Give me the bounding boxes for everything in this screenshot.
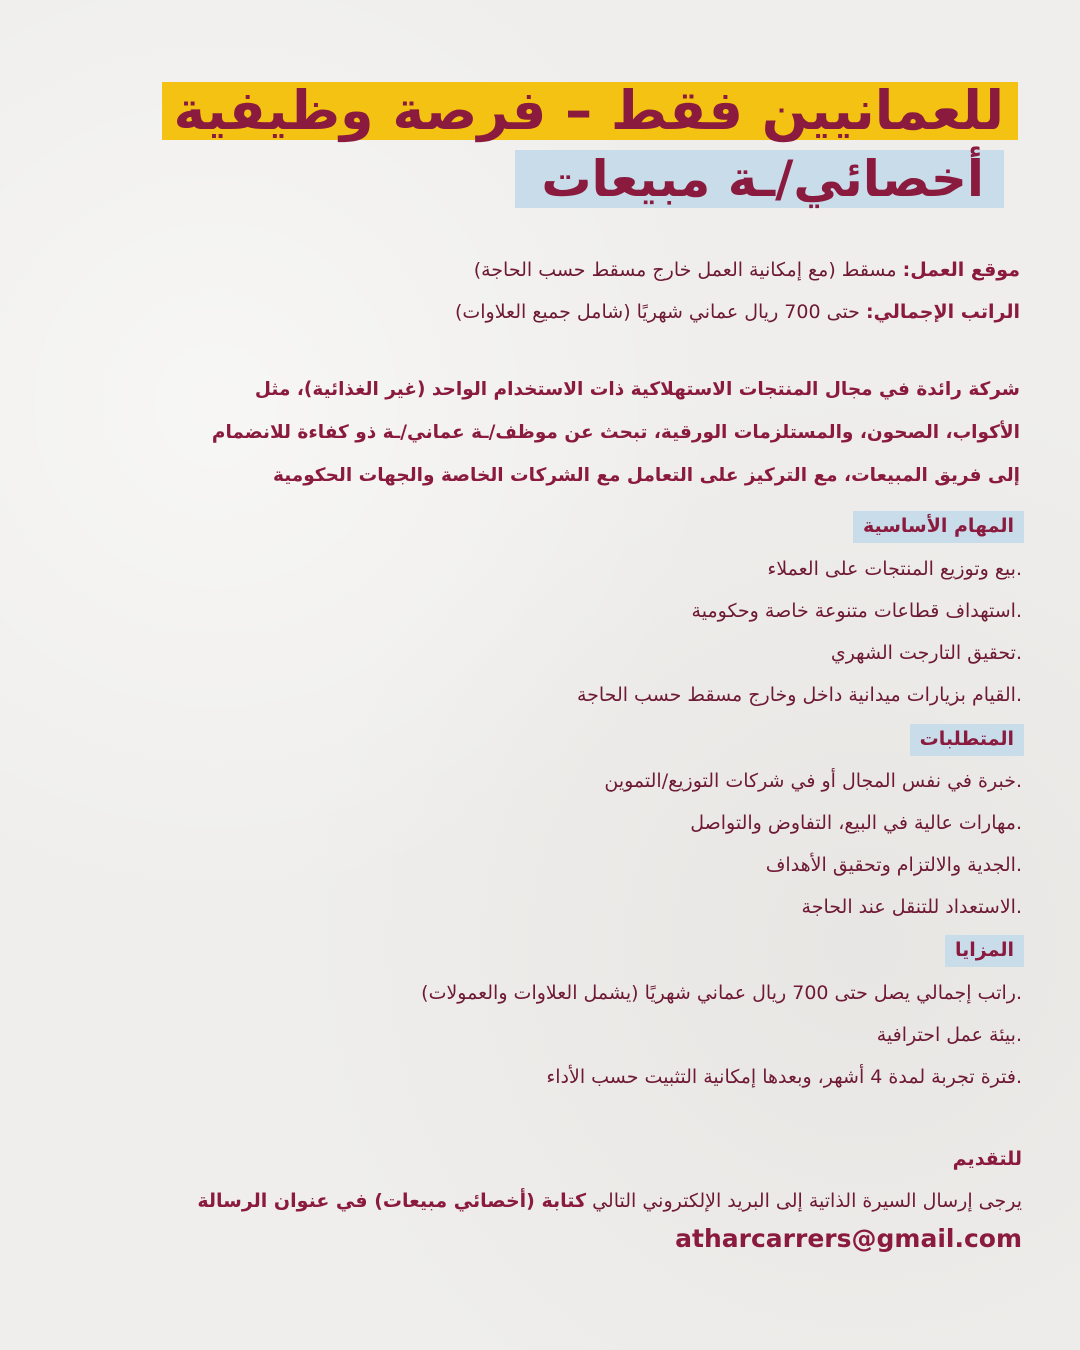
intro-line: شركة رائدة في مجال المنتجات الاستهلاكية ذات الاستخدام الواحد (غير الغذائية)، مثل (254, 379, 1020, 400)
apply-subject-note: كتابة (أخصائي مبيعات) في عنوان الرسالة (197, 1190, 587, 1212)
list-item: .مهارات عالية في البيع، التفاوض والتواصل (690, 812, 1022, 834)
list-item: .فترة تجربة لمدة 4 أشهر، وبعدها إمكانية التثبيت حسب الأداء (546, 1066, 1022, 1088)
benefits-list (62, 972, 1022, 1098)
salary-line (60, 298, 1020, 326)
salary-label: الراتب الإجمالي: (865, 301, 1020, 323)
requirements-heading: المتطلبات (910, 724, 1024, 756)
location-label: موقع العمل: (902, 259, 1020, 281)
list-item: .استهداف قطاعات متنوعة خاصة وحكومية (691, 600, 1022, 622)
benefits-heading: المزايا (945, 935, 1024, 967)
list-item: .بيع وتوزيع المنتجات على العملاء (767, 558, 1022, 580)
title-block (162, 79, 1019, 142)
apply-instructions (197, 1190, 1022, 1212)
intro-line: الأكواب، الصحون، والمستلزمات الورقية، تبحث عن موظف/ـة عماني/ـة ذو كفاءة للانضمام (211, 422, 1020, 443)
intro-line: إلى فريق المبيعات، مع التركيز على التعامل مع الشركات الخاصة والجهات الحكومية (272, 465, 1020, 486)
apply-text: يرجى إرسال السيرة الذاتية إلى البريد الإلكتروني التالي (592, 1190, 1022, 1212)
apply-heading: للتقديم (952, 1148, 1022, 1170)
email-link[interactable]: atharcarrers@gmail.com (675, 1224, 1022, 1253)
list-item: .القيام بزيارات ميدانية داخل وخارج مسقط حسب الحاجة (576, 684, 1022, 706)
list-item: .بيئة عمل احترافية (876, 1024, 1022, 1046)
location-value: مسقط (مع إمكانية العمل خارج مسقط حسب الحاجة) (473, 259, 897, 281)
salary-value: حتى 700 ريال عماني شهريًا (شامل جميع العلاوات) (454, 301, 860, 323)
list-item: .راتب إجمالي يصل حتى 700 ريال عماني شهريًا (يشمل العلاوات والعمولات) (421, 982, 1022, 1004)
list-item: .الجدية والالتزام وتحقيق الأهداف (765, 854, 1022, 876)
tasks-list (62, 548, 1022, 716)
intro-paragraph (100, 368, 1020, 497)
list-item: .خبرة في نفس المجال أو في شركات التوزيع/التموين (604, 770, 1022, 792)
location-line (60, 256, 1020, 284)
page-title: للعمانيين فقط – فرصة وظيفية (162, 82, 1019, 140)
list-item: .تحقيق التارجت الشهري (830, 642, 1022, 664)
subtitle-block (515, 150, 1004, 208)
list-item: .الاستعداد للتنقل عند الحاجة (801, 896, 1022, 918)
tasks-heading: المهام الأساسية (853, 511, 1024, 543)
job-title: أخصائي/ـة مبيعات (515, 150, 1004, 208)
requirements-list (62, 760, 1022, 928)
